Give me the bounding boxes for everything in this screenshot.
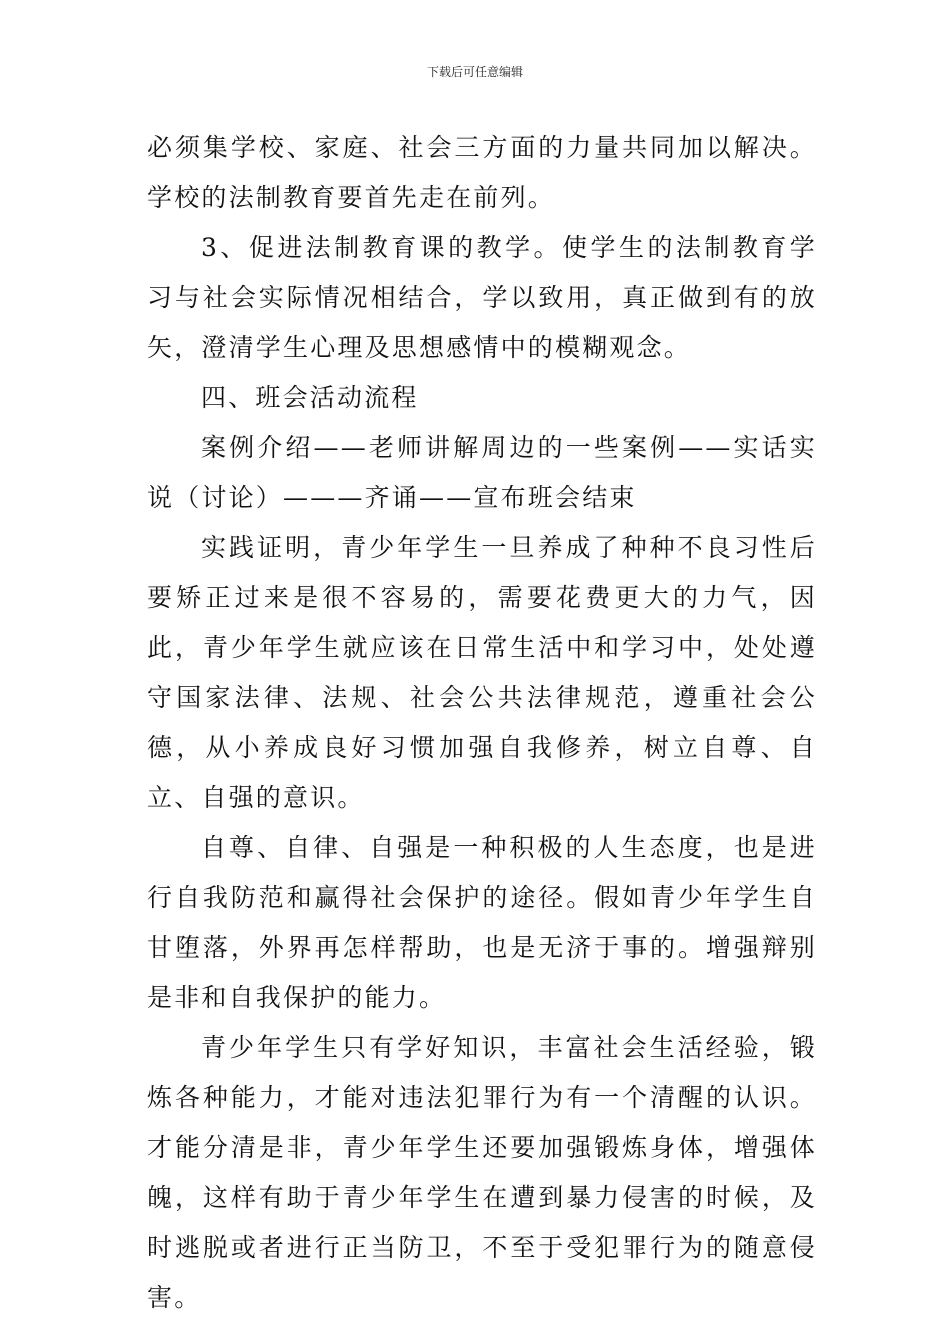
paragraph-knowledge: 青少年学生只有学好知识，丰富社会生活经验，锻炼各种能力，才能对违法犯罪行为有一个清醒的认识。才能分清是非，青少年学生还要加强锻炼身体，增强体魄，这样有助于青少年学生在遭到暴力侵害的时候，及时逃脱或者进行正当防卫，不至于受犯罪行为的随意侵害。 — [147, 1033, 817, 1312]
document-body — [147, 123, 817, 1323]
paragraph-activity-flow: 案例介绍——老师讲解周边的一些案例——实话实说（讨论）———齐诵——宣布班会结束 — [147, 433, 817, 512]
paragraph-continuation: 必须集学校、家庭、社会三方面的力量共同加以解决。学校的法制教育要首先走在前列。 — [147, 133, 817, 212]
section-heading-4: 四、班会活动流程 — [201, 383, 419, 412]
paragraph-self-respect: 自尊、自律、自强是一种积极的人生态度，也是进行自我防范和赢得社会保护的途径。假如青少年学生自甘堕落，外界再怎样帮助，也是无济于事的。增强辩别是非和自我保护的能力。 — [147, 833, 817, 1012]
paragraph-item-3: 3、促进法制教育课的教学。使学生的法制教育学习与社会实际情况相结合，学以致用，真正做到有的放矢，澄清学生心理及思想感情中的模糊观念。 — [147, 233, 817, 362]
paragraph-practice: 实践证明，青少年学生一旦养成了种种不良习性后要矫正过来是很不容易的，需要花费更大的力气，因此，青少年学生就应该在日常生活中和学习中，处处遵守国家法律、法规、社会公共法律规范，遵重社会公德，从小养成良好习惯加强自我修养，树立自尊、自立、自强的意识。 — [147, 533, 817, 812]
page-header: 下载后可任意编辑 — [426, 65, 523, 79]
